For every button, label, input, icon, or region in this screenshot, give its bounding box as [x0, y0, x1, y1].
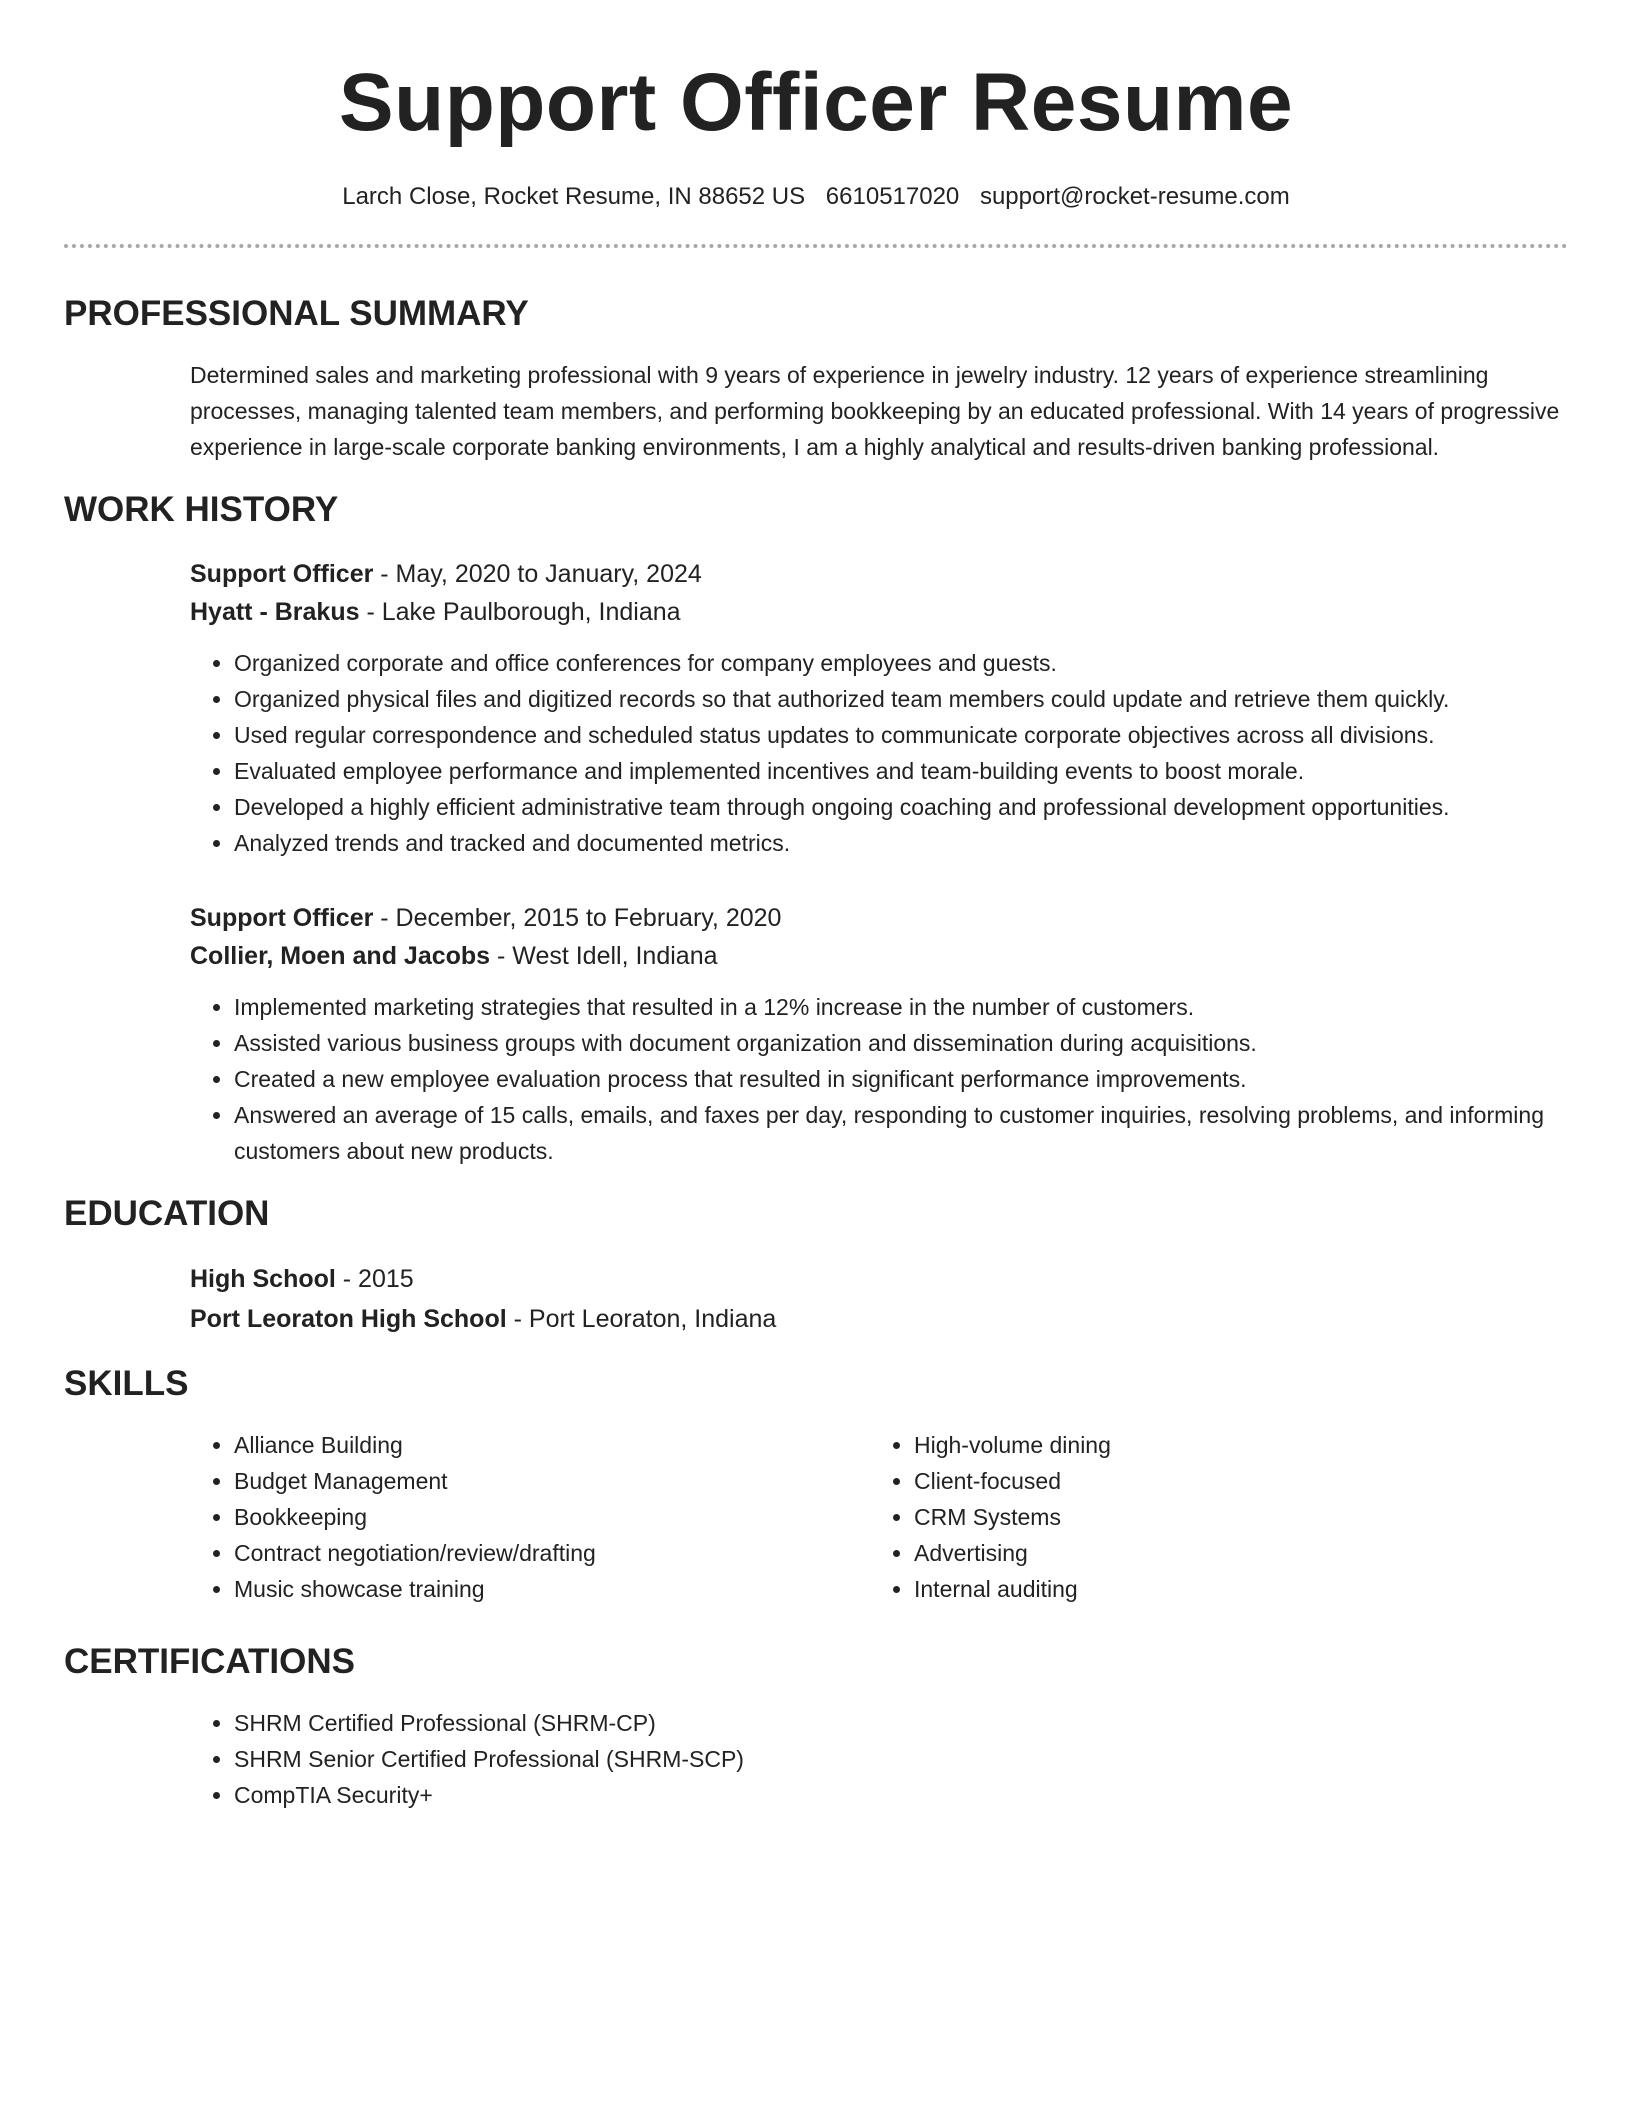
skills-list [870, 1427, 1111, 1607]
list-item: • Music showcase training [234, 1571, 870, 1607]
education-entry [190, 1259, 1568, 1339]
list-item: • Bookkeeping [234, 1499, 870, 1535]
education-degree: High School [190, 1265, 336, 1293]
list-item: • Assisted various business groups with document organization and dissemination during acquisitions. [234, 1025, 1568, 1061]
list-item: • CRM Systems [914, 1499, 1111, 1535]
contact-address: Larch Close, Rocket Resume, IN 88652 US [342, 183, 806, 210]
education-degree-line [190, 1259, 1568, 1299]
job-location: - Lake Paulborough, Indiana [359, 598, 681, 626]
list-item: • Organized physical files and digitized records so that authorized team members could update and retrieve them quickly. [234, 681, 1568, 717]
certifications-list [190, 1705, 1568, 1813]
skills-grid [190, 1427, 1568, 1607]
job-entry [190, 899, 1568, 1169]
contact-email: support@rocket-resume.com [979, 183, 1290, 210]
list-item: • SHRM Certified Professional (SHRM-CP) [234, 1705, 1568, 1741]
list-item: • Created a new employee evaluation process that resulted in significant performance improvements. [234, 1061, 1568, 1097]
list-item: • Budget Management [234, 1463, 870, 1499]
job-role: Support Officer [190, 560, 374, 588]
education-school-line [190, 1299, 1568, 1339]
job-role: Support Officer [190, 904, 374, 932]
header-divider [64, 244, 1568, 248]
list-item: • Answered an average of 15 calls, emails, and faxes per day, responding to customer inquiries, resolving problems, and informing customers about new products. [234, 1097, 1568, 1169]
job-company-line [190, 593, 1568, 631]
job-bullets [190, 989, 1568, 1169]
list-item: • Used regular correspondence and scheduled status updates to communicate corporate objectives across all divisions. [234, 717, 1568, 753]
section-title-summary: PROFESSIONAL SUMMARY [64, 294, 529, 333]
list-item: • High-volume dining [914, 1427, 1111, 1463]
job-title-line [190, 555, 1568, 593]
list-item: • Internal auditing [914, 1571, 1111, 1607]
contact-line [64, 182, 1568, 212]
list-item: • Evaluated employee performance and implemented incentives and team-building events to boost morale. [234, 753, 1568, 789]
job-entry [190, 555, 1568, 861]
section-title-work-history: WORK HISTORY [64, 490, 339, 529]
list-item: • Organized corporate and office conferences for company employees and guests. [234, 645, 1568, 681]
list-item: • Client-focused [914, 1463, 1111, 1499]
skills-list [190, 1427, 870, 1607]
job-company: Hyatt - Brakus [190, 598, 360, 626]
education-year: - 2015 [335, 1265, 414, 1293]
job-dates: - December, 2015 to February, 2020 [373, 904, 782, 932]
job-dates: - May, 2020 to January, 2024 [373, 560, 702, 588]
contact-phone: 6610517020 [825, 183, 960, 210]
section-title-certifications: CERTIFICATIONS [64, 1642, 356, 1681]
education-school: Port Leoraton High School [190, 1305, 507, 1333]
job-company-line [190, 937, 1568, 975]
list-item: • Advertising [914, 1535, 1111, 1571]
list-item: • SHRM Senior Certified Professional (SHRM-SCP) [234, 1741, 1568, 1777]
list-item: • CompTIA Security+ [234, 1777, 1568, 1813]
skills-column-right [870, 1427, 1111, 1607]
job-company: Collier, Moen and Jacobs [190, 942, 491, 970]
education-location: - Port Leoraton, Indiana [506, 1305, 777, 1333]
list-item: • Implemented marketing strategies that resulted in a 12% increase in the number of customers. [234, 989, 1568, 1025]
skills-column-left [190, 1427, 870, 1607]
job-title-line [190, 899, 1568, 937]
certifications-list-wrap [190, 1705, 1568, 1813]
summary-text: Determined sales and marketing professional with 9 years of experience in jewelry industry. 12 years of experience streamlining processes, managing talented team members, and performing bookkeeping by an educated professional. With 14 years of progressive experience in large-scale corporate banking environments, I am a highly analytical and results-driven banking professional. [190, 362, 1560, 460]
list-item: • Contract negotiation/review/drafting [234, 1535, 870, 1571]
list-item: • Alliance Building [234, 1427, 870, 1463]
list-item: • Developed a highly efficient administrative team through ongoing coaching and professional development opportunities. [234, 789, 1568, 825]
job-location: - West Idell, Indiana [490, 942, 718, 970]
section-title-education: EDUCATION [64, 1194, 270, 1233]
page-title: Support Officer Resume [338, 57, 1294, 148]
list-item: • Analyzed trends and tracked and documented metrics. [234, 825, 1568, 861]
job-bullets [190, 645, 1568, 861]
section-title-skills: SKILLS [64, 1364, 189, 1403]
